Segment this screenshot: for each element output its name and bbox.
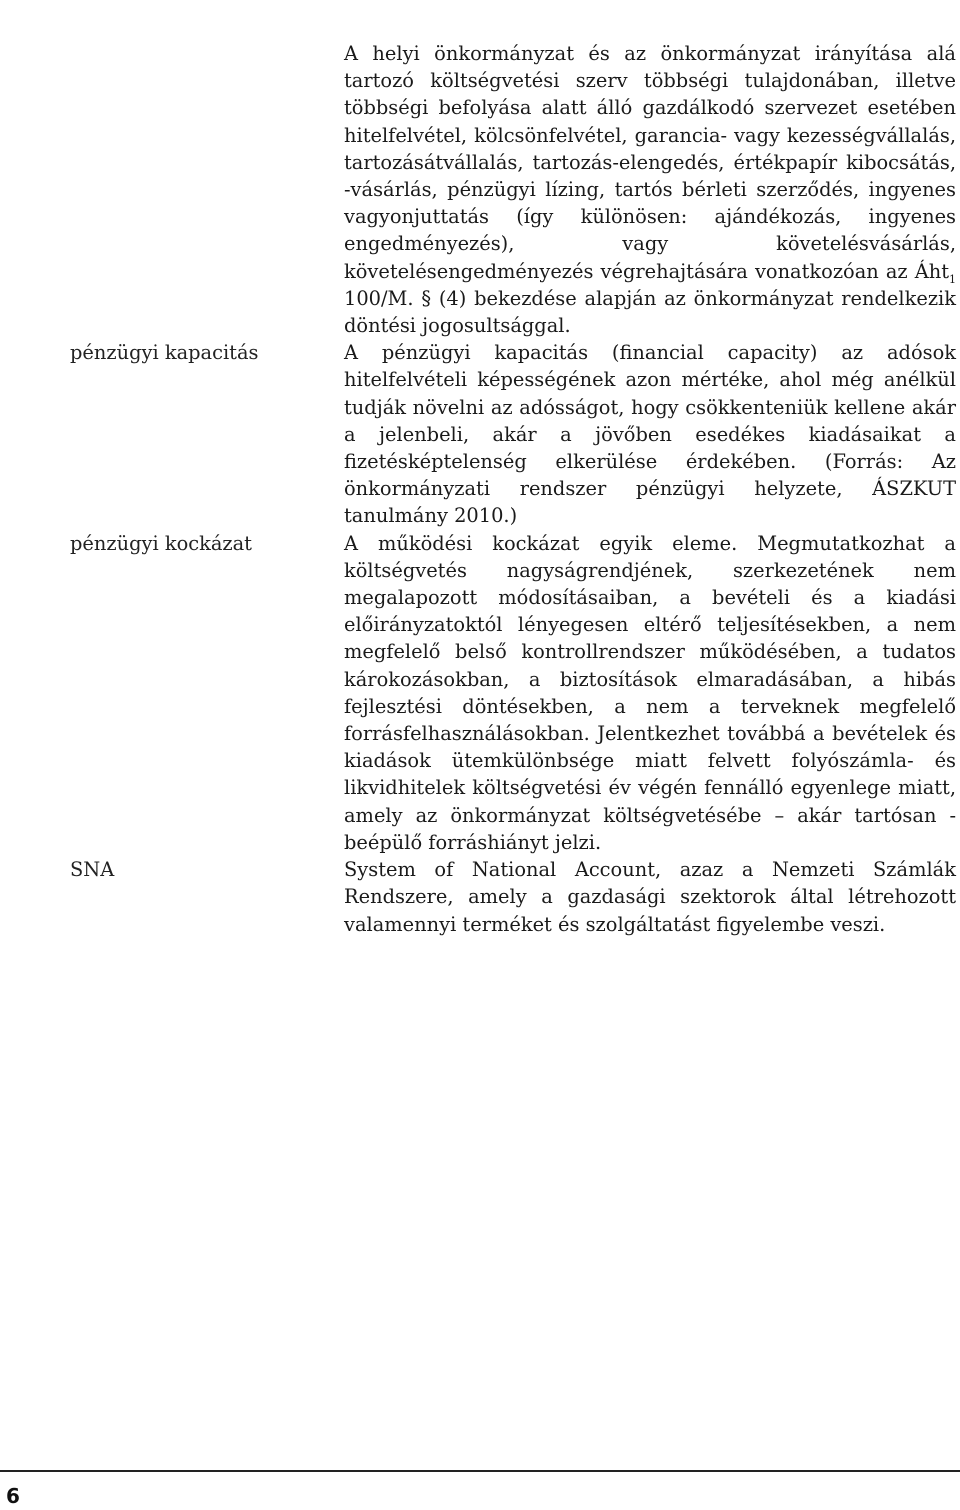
definition-text-continued: 100/M. § (4) bekezdése alapján az önkormányzat rendelkezik döntési jogosultsággal. <box>344 286 956 338</box>
glossary-term: SNA <box>70 858 115 882</box>
glossary-list <box>70 40 960 938</box>
footer-rule <box>0 1470 960 1472</box>
glossary-entry-penzugyi-kapacitas <box>70 339 960 529</box>
glossary-term: pénzügyi kockázat <box>70 531 252 555</box>
page-number: 6 <box>6 1484 20 1508</box>
glossary-term: pénzügyi kapacitás <box>70 341 259 365</box>
definition-subscript: 1 <box>949 272 956 286</box>
glossary-entry-onkormanyzati-dontes <box>70 40 960 339</box>
glossary-definition: System of National Account, azaz a Nemzeti Számlák Rendszere, amely a gazdasági szektorok által létrehozott valamennyi terméket és szolgáltatást figyelembe veszi. <box>344 858 956 936</box>
glossary-definition <box>344 40 956 339</box>
glossary-entry-sna <box>70 856 960 938</box>
glossary-definition: A pénzügyi kapacitás (financial capacity) az adósok hitelfelvételi képességének azon mértéke, ahol még anélkül tudják növelni az adósságot, hogy csökkenteniük kellene akár a jelenbeli, akár a jövőben esedékes kiadásaikat a fizetésképtelenség elkerülése érdekében. (Forrás: Az önkormányzati rendszer pénzügyi helyzete, ÁSZKUT tanulmány 2010.) <box>344 341 956 528</box>
glossary-entry-penzugyi-kockazat <box>70 530 960 856</box>
definition-text: A helyi önkormányzat és az önkormányzat irányítása alá tartozó költségvetési szerv többségi tulajdonában, illetve többségi befolyása alatt álló gazdálkodó szervezet esetében hitelfelvétel, kölcsönfelvétel, garancia- vagy kezességvállalás, tartozásátvállalás, tartozás-elengedés, értékpapír kibocsátás, -vásárlás, pénzügyi lízing, tartós bérleti szerződés, ingyenes vagyonjuttatás (így különösen: ajándékozás, ingyenes engedményezés), vagy követelésvásárlás, követelésengedményezés végrehajtására vonatkozóan az Áht <box>344 42 956 283</box>
glossary-definition: A működési kockázat egyik eleme. Megmutatkozhat a költségvetés nagyságrendjének, szerkezetének nem megalapozott módosításaiban, a bevételi és a kiadási előirányzatoktól lényegesen eltérő teljesítésekben, a nem megfelelő belső kontrollrendszer működésében, a tudatos károkozásokban, a biztosítások elmaradásában, a hibás fejlesztési döntésekben, a nem a terveknek megfelelő forrásfelhasználásokban. Jelentkezhet továbbá a bevételek és kiadások ütemkülönbsége miatt felvett folyószámla- és likvidhitelek költségvetési év végén fennálló egyenlege miatt, amely az önkormányzat költségvetésébe – akár tartósan - beépülő forráshiányt jelzi. <box>344 531 956 854</box>
